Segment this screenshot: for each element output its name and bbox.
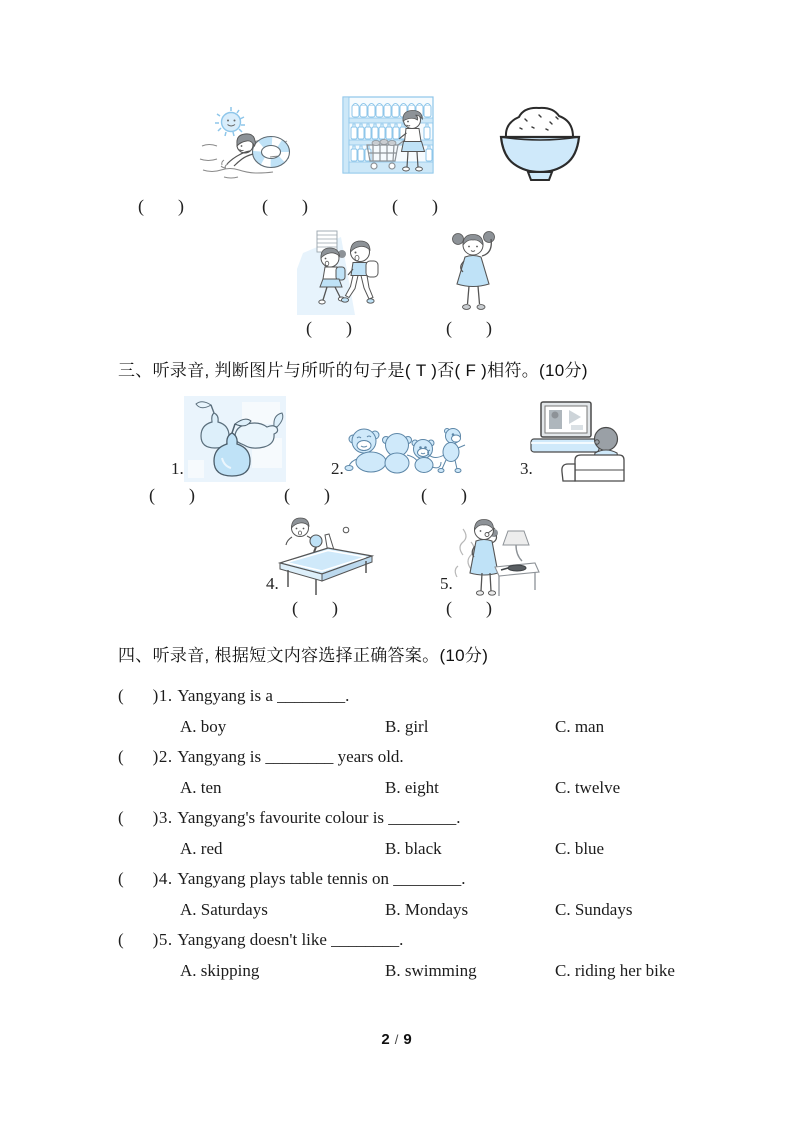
question-2-option-c: C. twelve xyxy=(555,778,621,797)
supermarket-shopping-illustration xyxy=(342,95,438,188)
question-3-option-b: B. black xyxy=(385,839,442,858)
item-number: 1. xyxy=(171,459,184,478)
question-1-option-c: C. man xyxy=(555,717,605,736)
question-3-text: Yangyang's favourite colour is ________. xyxy=(177,808,461,827)
total-pages: 9 xyxy=(403,1031,412,1048)
question-2-answer-blank: ( )2. xyxy=(118,747,178,766)
answer-blank: ( ) xyxy=(446,598,493,618)
question-2-option-a: A. ten xyxy=(180,778,222,797)
girl-posing-illustration xyxy=(445,226,507,316)
monkeys-illustration xyxy=(337,411,472,481)
boy-swimming-illustration xyxy=(198,96,304,184)
answer-blank: ( ) xyxy=(306,318,353,338)
section3-title: 三、听录音, 判断图片与所听的句子是( T )否( F )相符。(10分) xyxy=(118,361,588,380)
rice-bowl-illustration xyxy=(492,97,588,184)
question-4-text: Yangyang plays table tennis on ________. xyxy=(177,869,466,888)
cooking-illustration xyxy=(451,511,541,601)
question-2-text: Yangyang is ________ years old. xyxy=(177,747,404,766)
answer-blank: ( ) xyxy=(392,196,439,216)
current-page: 2 xyxy=(381,1031,390,1048)
answer-blank: ( ) xyxy=(262,196,309,216)
table-tennis-illustration xyxy=(276,511,376,597)
item-number: 3. xyxy=(520,459,533,478)
question-5-option-a: A. skipping xyxy=(180,961,260,980)
question-4-option-b: B. Mondays xyxy=(385,900,469,919)
question-1-option-b: B. girl xyxy=(385,717,429,736)
question-3-option-a: A. red xyxy=(180,839,223,858)
page-number xyxy=(0,1031,793,1048)
question-3 xyxy=(118,808,461,828)
item-number: 5. xyxy=(440,574,453,593)
watching-tv-illustration xyxy=(523,398,625,482)
pears-illustration xyxy=(184,396,286,484)
question-4-option-a: A. Saturdays xyxy=(180,900,268,919)
question-4 xyxy=(118,869,466,889)
item-number: 2. xyxy=(331,459,344,478)
answer-blank: ( ) xyxy=(292,598,339,618)
answer-blank: ( ) xyxy=(421,485,468,505)
question-2-option-b: B. eight xyxy=(385,778,439,797)
item-number: 4. xyxy=(266,574,279,593)
question-3-option-c: C. blue xyxy=(555,839,605,858)
question-5-answer-blank: ( )5. xyxy=(118,930,178,949)
question-5 xyxy=(118,930,403,950)
section4-title: 四、听录音, 根据短文内容选择正确答案。(10分) xyxy=(118,646,489,665)
kids-walking-illustration xyxy=(297,225,392,316)
question-3-answer-blank: ( )3. xyxy=(118,808,178,827)
question-5-option-b: B. swimming xyxy=(385,961,477,980)
question-5-text: Yangyang doesn't like ________. xyxy=(177,930,404,949)
question-1 xyxy=(118,686,349,706)
question-1-option-a: A. boy xyxy=(180,717,227,736)
answer-blank: ( ) xyxy=(284,485,331,505)
answer-blank: ( ) xyxy=(149,485,196,505)
page-separator: / xyxy=(394,1032,399,1047)
question-4-option-c: C. Sundays xyxy=(555,900,633,919)
answer-blank: ( ) xyxy=(138,196,185,216)
question-2 xyxy=(118,747,404,767)
question-4-answer-blank: ( )4. xyxy=(118,869,178,888)
question-5-option-c: C. riding her bike xyxy=(555,961,675,980)
answer-blank: ( ) xyxy=(446,318,493,338)
question-1-answer-blank: ( )1. xyxy=(118,686,178,705)
question-1-text: Yangyang is a ________. xyxy=(177,686,350,705)
